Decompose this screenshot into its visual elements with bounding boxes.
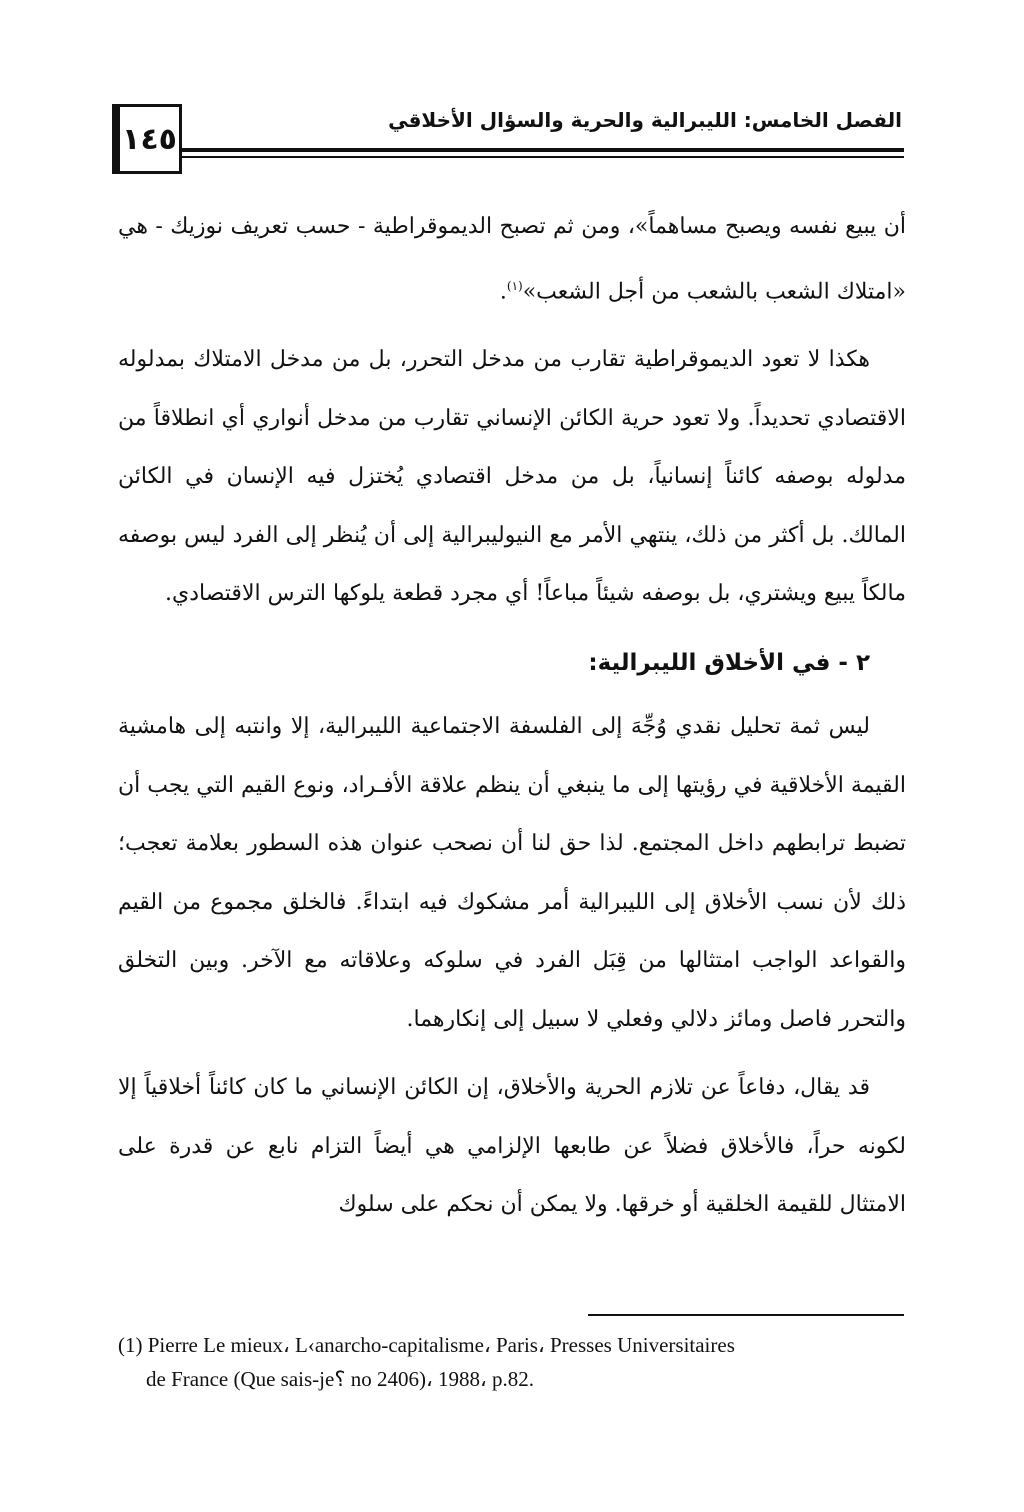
footnote-line-1: (1) Pierre Le mieux، L‹anarcho-capitalisme، Paris، Presses Universitaires — [118, 1333, 735, 1357]
paragraph-2: هكذا لا تعود الديموقراطية تقارب من مدخل التحرر، بل من مدخل الامتلاك بمدلوله الاقتصادي تحديداً. ولا تعود حرية الكائن الإنساني تقارب من مدخل أنواري أي انطلاقاً من مدلوله بوصفه كائناً إنسانياً، بل من مدخل اقتصادي يُختزل فيه الإنسان في الكائن المالك. بل أكثر من ذلك، ينتهي الأمر مع النيوليبرالية إلى أن يُنظر إلى الفرد ليس بوصفه مالكاً يبيع ويشتري، بل بوصفه شيئاً مباعاً! أي مجرد قطعة يلوكها الترس الاقتصادي. — [118, 347, 906, 607]
paragraph-1 — [118, 198, 906, 321]
footnote-line-2: de France (Que sais-je؟ no 2406)، 1988، p.82. — [146, 1367, 535, 1391]
paragraph-4: قد يقال، دفاعاً عن تلازم الحرية والأخلاق، إن الكائن الإنساني ما كان كائناً أخلاقياً إلا لكونه حراً، فالأخلاق فضلاً عن طابعها الإلزامي هي أيضاً التزام نابع عن قدرة على الامتثال للقيمة الخلقية أو خرقها. ولا يمكن أن نحكم على سلوك — [118, 1075, 906, 1218]
footnote-rule — [588, 1314, 904, 1316]
footnote — [118, 1328, 908, 1396]
footnote-reference: (١) — [506, 278, 523, 293]
paragraph-3: ليس ثمة تحليل نقدي وُجِّهَ إلى الفلسفة الاجتماعية الليبرالية، إلا وانتبه إلى هامشية القيمة الأخلاقية في رؤيتها إلى ما ينبغي أن ينظم علاقة الأفـراد، ونوع القيم التي يجب أن تضبط ترابطهم داخل المجتمع. لذا حق لنا أن نصحب عنوان هذه السطور بعلامة تعجب؛ ذلك لأن نسب الأخلاق إلى الليبرالية أمر مشكوك فيه ابتداءً. فالخلق مجموع من القيم والقواعد الواجب امتثالها من قِبَل الفرد في سلوكه وعلاقاته مع الآخر. وبين التخلق والتحرر فاصل ومائز دلالي وفعلي لا سبيل إلى إنكارهما. — [118, 714, 907, 1032]
chapter-title: الفصل الخامس: الليبرالية والحرية والسؤال الأخلاقي — [388, 108, 902, 132]
paragraph-1-end: . — [499, 278, 507, 304]
header-rule-thin — [180, 156, 904, 158]
body-text — [118, 198, 906, 1235]
header-rule-thick — [180, 148, 904, 152]
section-heading: ٢ - في الأخلاق الليبرالية: — [588, 649, 870, 676]
paragraph-1-text: أن يبيع نفسه ويصبح مساهماً»، ومن ثم تصبح الديموقراطية - حسب تعريف نوزيك - هي «امتلاك الشعب بالشعب من أجل الشعب» — [118, 214, 906, 304]
page-number: ١٤٥ — [112, 104, 182, 174]
